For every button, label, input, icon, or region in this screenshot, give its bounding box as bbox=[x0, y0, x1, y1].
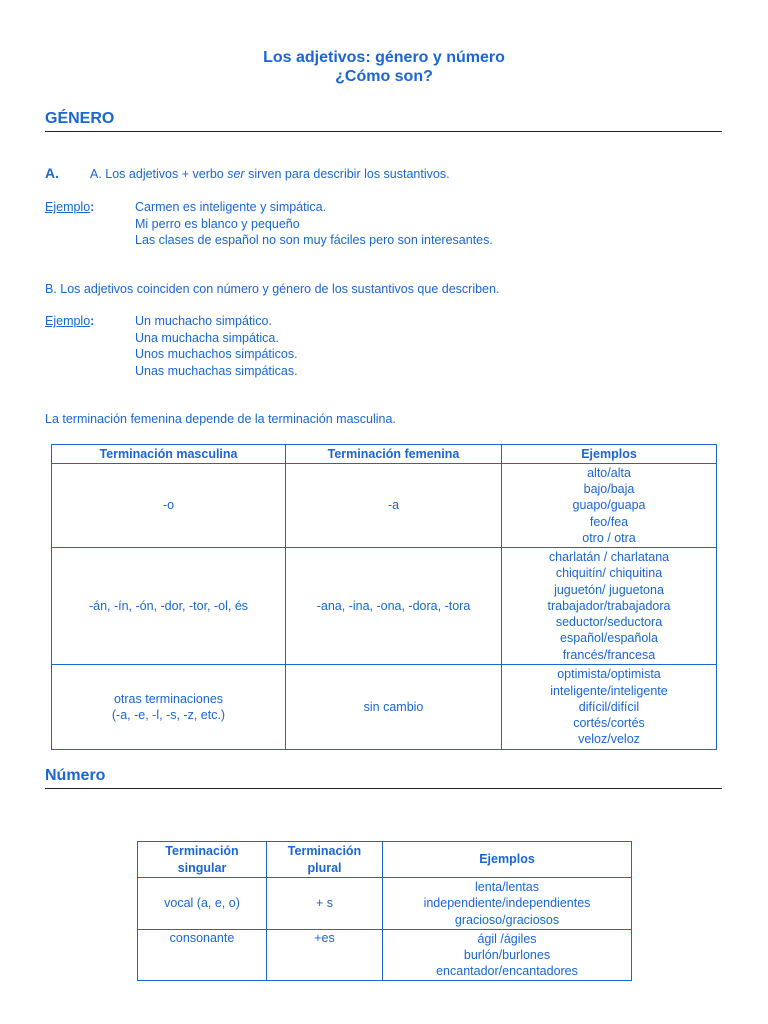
header-line: singular bbox=[177, 860, 227, 875]
table-row bbox=[138, 878, 632, 930]
example-item: feo/fea bbox=[589, 514, 629, 529]
header-feminine: Terminación femenina bbox=[286, 445, 502, 464]
page-title bbox=[0, 48, 768, 86]
table-row bbox=[52, 665, 717, 750]
example-b-line: Unos muchachos simpáticos. bbox=[135, 347, 298, 361]
feminine-ending: -a bbox=[286, 464, 502, 548]
title-line-1: Los adjetivos: género y número bbox=[263, 49, 505, 66]
example-item: ágil /ágiles bbox=[477, 931, 537, 946]
examples-cell bbox=[383, 930, 632, 981]
ending-line: (-a, -e, -l, -s, -z, etc.) bbox=[111, 708, 226, 722]
example-b-line: Un muchacho simpático. bbox=[135, 314, 272, 328]
point-a-text: A. Los adjetivos + verbo ser sirven para describir los sustantivos. bbox=[90, 167, 450, 181]
example-item: alto/alta bbox=[587, 465, 631, 480]
example-label-b: Ejemplo: bbox=[45, 314, 95, 328]
singular-ending: vocal (a, e, o) bbox=[138, 878, 267, 930]
genero-divider bbox=[45, 131, 722, 132]
example-a-line: Mi perro es blanco y pequeño bbox=[135, 216, 300, 231]
example-item: francés/francesa bbox=[562, 647, 656, 662]
title-line-2: ¿Cómo son? bbox=[335, 68, 433, 85]
examples-b-list bbox=[135, 313, 298, 379]
example-item: optimista/optimista bbox=[557, 667, 661, 682]
header-plural bbox=[267, 842, 383, 878]
table-row bbox=[52, 464, 717, 548]
masculine-ending: -o bbox=[52, 464, 286, 548]
masculine-ending bbox=[52, 665, 286, 750]
example-item: guapo/guapa bbox=[572, 498, 646, 513]
header-examples: Ejemplos bbox=[502, 445, 717, 464]
example-item: cortés/cortés bbox=[573, 716, 645, 731]
examples-cell bbox=[502, 548, 717, 665]
example-item: burlón/burlones bbox=[463, 947, 551, 962]
number-endings-table bbox=[137, 841, 632, 981]
header-singular bbox=[138, 842, 267, 878]
masculine-ending: -án, -ín, -ón, -dor, -tor, -ol, és bbox=[52, 548, 286, 665]
example-item: español/española bbox=[560, 631, 658, 646]
numero-heading: Número bbox=[45, 767, 106, 784]
example-b-line: Una muchacha simpática. bbox=[135, 330, 279, 345]
examples-cell bbox=[502, 464, 717, 548]
ending-line: otras terminaciones bbox=[113, 691, 224, 706]
example-a-line: Carmen es inteligente y simpática. bbox=[135, 200, 327, 214]
header-line: Terminación bbox=[287, 844, 362, 859]
example-item: encantador/encantadores bbox=[436, 964, 578, 979]
feminine-ending: -ana, -ina, -ona, -dora, -tora bbox=[286, 548, 502, 665]
plural-ending: + s bbox=[267, 878, 383, 930]
table-row bbox=[138, 930, 632, 981]
table-row bbox=[52, 548, 717, 665]
example-a-line: Las clases de español no son muy fáciles pero son interesantes. bbox=[135, 233, 493, 247]
table-header-row bbox=[52, 445, 717, 464]
example-b-line: Unas muchachas simpáticas. bbox=[135, 363, 298, 378]
genero-heading: GÉNERO bbox=[45, 110, 115, 127]
header-masculine: Terminación masculina bbox=[52, 445, 286, 464]
plural-ending: +es bbox=[267, 930, 383, 981]
numero-divider bbox=[45, 788, 722, 789]
header-line: Terminación bbox=[165, 844, 239, 859]
example-item: charlatán / charlatana bbox=[548, 549, 670, 564]
examples-cell bbox=[383, 878, 632, 930]
example-item: veloz/veloz bbox=[578, 732, 640, 747]
feminine-ending: sin cambio bbox=[286, 665, 502, 750]
examples-a-list bbox=[135, 199, 493, 249]
examples-cell bbox=[502, 665, 717, 750]
example-item: otro / otra bbox=[582, 530, 636, 545]
example-item: trabajador/trabajadora bbox=[547, 598, 671, 613]
example-item: chiquitín/ chiquitina bbox=[555, 566, 663, 581]
example-item: difícil/difícil bbox=[578, 699, 640, 714]
example-item: independiente/independientes bbox=[423, 896, 591, 911]
example-item: inteligente/inteligente bbox=[550, 683, 668, 698]
example-item: seductor/seductora bbox=[555, 615, 663, 630]
point-b-text: B. Los adjetivos coinciden con número y género de los sustantivos que describen. bbox=[45, 282, 500, 296]
table-header-row bbox=[138, 842, 632, 878]
singular-ending: consonante bbox=[138, 930, 267, 981]
point-a-marker: A. bbox=[45, 165, 59, 181]
header-examples: Ejemplos bbox=[383, 842, 632, 878]
gender-endings-table bbox=[51, 444, 717, 750]
example-item: juguetón/ juguetona bbox=[554, 582, 664, 597]
header-line: plural bbox=[307, 860, 342, 875]
example-label-a: Ejemplo: bbox=[45, 200, 95, 214]
example-item: lenta/lentas bbox=[475, 880, 539, 895]
feminine-note: La terminación femenina depende de la terminación masculina. bbox=[45, 412, 396, 426]
example-item: bajo/baja bbox=[583, 482, 635, 497]
example-item: gracioso/graciosos bbox=[454, 912, 560, 927]
